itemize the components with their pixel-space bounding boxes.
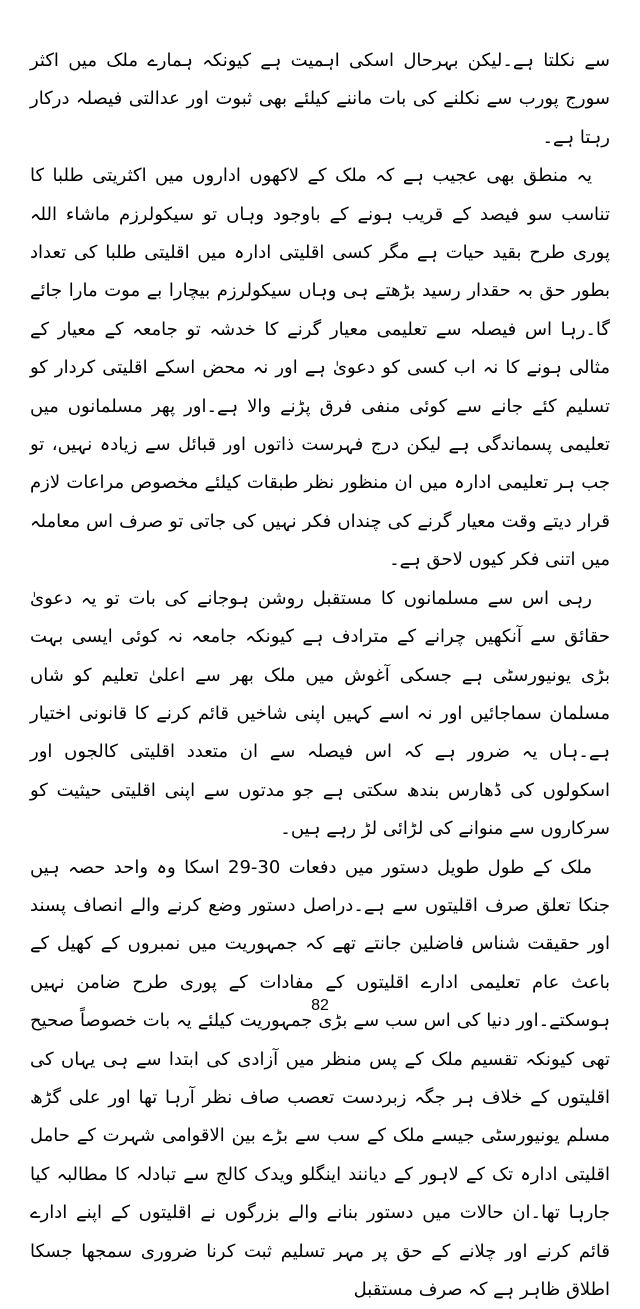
paragraph-4: ملک کے طول طویل دستور میں دفعات 30-29 اسکا وہ واحد حصہ ہیں جنکا تعلق صرف اقلیتوں سے ہے۔دراصل دستور وضع کرنے والے انصاف پسند اور حقیقت شناس فاضلین جانتے تھے کہ جمہوریت میں نمبروں کے کھیل کے باعث عام تعلیمی ادارے اقلیتوں کے مفادات کے پوری طرح ضامن نہیں ہوسکتے۔اور دنیا کی اس سب سے بڑی جمہوریت کیلئے یہ بات خصوصاً صحیح تھی کیونکہ تقسیم ملک کے پس منظر میں آزادی کی ابتدا سے ہی یہاں کی اقلیتوں کے خلاف ہر جگہ زبردست تعصب صاف نظر آرہا تھا اور علی گڑھ مسلم یونیورسٹی جیسے ملک کے سب سے بڑے بین الاقوامی شہرت کے حامل اقلیتی ادارہ تک کے لاہور کے دیانند اینگلو ویدک کالج سے تبادلہ کا مطالبہ کیا جارہا تھا۔ان حالات میں دستور بنانے والے بزرگوں نے اقلیتوں کے اپنے ادارے قائم کرنے اور چلانے کے حق پر مہر تسلیم ثبت کرنا ضروری سمجھا جسکا اطلاق ظاہر ہے کہ صرف مستقبل xyxy=(30,856,610,1300)
page-number: 82 xyxy=(311,997,329,1014)
paragraph-1: سے نکلتا ہے۔لیکن بہرحال اسکی اہمیت ہے کیونکہ ہمارے ملک میں اکثر سورج پورب سے نکلنے کی بات ماننے کیلئے بھی ثبوت اور عدالتی فیصلہ درکار رہتا ہے۔ xyxy=(30,50,610,148)
body-text xyxy=(30,42,610,1309)
paragraph-3: رہی اس سے مسلمانوں کا مستقبل روشن ہوجانے کی بات تو یہ دعویٰ حقائق سے آنکھیں چرانے کے مترادف ہے کیونکہ جامعہ نہ کوئی ایسی بہت بڑی یونیورسٹی ہے جسکی آغوش میں ملک بھر سے اعلیٰ تعلیم کو شاں مسلمان سماجائیں اور نہ اسے کہیں اپنی شاخیں قائم کرنے کا قانونی اختیار ہے۔ہاں یہ ضرور ہے کہ اس فیصلہ سے ان متعدد اقلیتی کالجوں اور اسکولوں کی ڈھارس بندھ سکتی ہے جو مدتوں سے اپنی اقلیتی حیثیت کو سرکاروں سے منوانے کی لڑائی لڑ رہے ہیں۔ xyxy=(30,587,610,840)
paragraph-2: یہ منطق بھی عجیب ہے کہ ملک کے لاکھوں اداروں میں اکثریتی طلبا کا تناسب سو فیصد کے قریب ہونے کے باوجود وہاں تو سیکولرزم ماشاء اللہ پوری طرح بقید حیات ہے مگر کسی اقلیتی ادارہ میں اقلیتی طلبا کی تعداد بطور حق بہ حقدار رسید بڑھتے ہی وہاں سیکولرزم بیچارا بے موت مارا جائے گا۔رہا اس فیصلہ سے تعلیمی معیار گرنے کا خدشہ تو جامعہ کے معیار کے مثالی ہونے کا نہ اب کسی کو دعویٰ ہے اور نہ محض اسکے اقلیتی کردار کو تسلیم کئے جانے سے کوئی منفی فرق پڑنے والا ہے۔اور پھر مسلمانوں میں تعلیمی پسماندگی ہے لیکن درج فہرست ذاتوں اور قبائل سے زیادہ نہیں، تو جب ہر تعلیمی ادارہ میں ان منظور نظر طبقات کیلئے مخصوص مراعات لازم قرار دیتے وقت معیار گرنے کی چنداں فکر نہیں کی جاتی تو صرف اس معاملہ میں اتنی فکر کیوں لاحق ہے۔ xyxy=(30,165,610,571)
